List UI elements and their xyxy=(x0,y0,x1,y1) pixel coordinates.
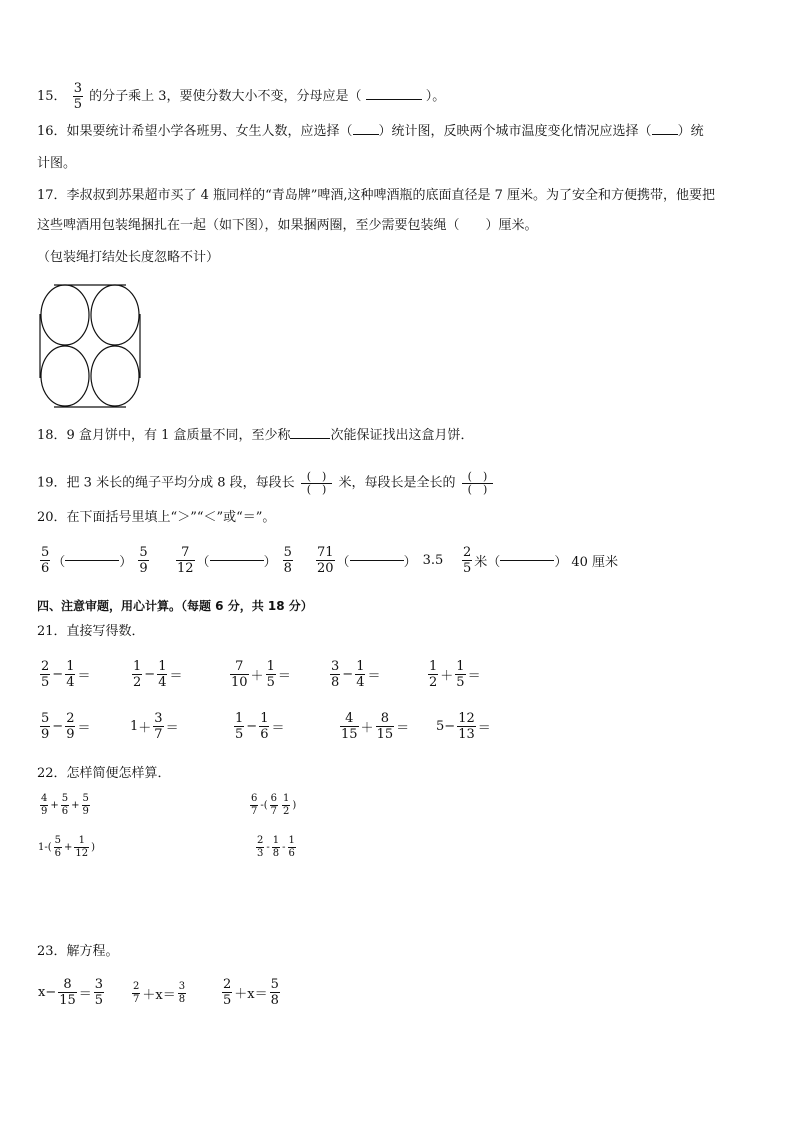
question-15: 15． $\frac{3}{5}$ 的分子乘上 3，要使分数大小不变，分母应是（ ）。 xyxy=(37,81,446,112)
calc-expression: $\frac{3}{8}$ − $\frac{1}{4}$ ＝ xyxy=(331,659,381,690)
question-17-line2: 这些啤酒用包装绳捆扎在一起（如下图），如果捆两圈，至少需要包装绳（ ）厘米。 xyxy=(37,218,538,233)
question-21-title: 21．直接写得数． xyxy=(37,624,145,639)
answer-blank[interactable] xyxy=(652,134,678,135)
question-16: 16．如果要统计希望小学各班男、女生人数，应选择（ ）统计图，反映两个城市温度变化情况应选择（ ）统 xyxy=(37,124,704,139)
calc-expression: 5 − $\frac{12}{13}$ ＝ xyxy=(436,711,491,742)
answer-blank[interactable] xyxy=(350,560,404,561)
section-4-heading: 四、注意审题，用心计算。（每题 6 分，共 18 分） xyxy=(37,599,313,613)
bottle-circle xyxy=(41,285,89,345)
equation: $\frac{2}{5}$ ＋x＝ $\frac{5}{8}$ xyxy=(223,977,279,1008)
simplify-expression: $\frac{4}{9}$ + $\frac{5}{6}$ + $\frac{5}{9}$ xyxy=(41,793,89,817)
question-16-cont: 计图。 xyxy=(37,156,77,171)
question-17-line1: 17．李叔叔到苏果超市买了 4 瓶同样的“青岛牌”啤酒,这种啤酒瓶的底面直径是 7 厘米。为了安全和方便携带，他要把 xyxy=(37,188,716,203)
simplify-expression: $\frac{6}{7}$ -( $\frac{6}{7}$ $\frac{1}{2}$ ) xyxy=(251,793,297,817)
calc-expression: $\frac{1}{5}$ − $\frac{1}{6}$ ＝ xyxy=(235,711,285,742)
answer-blank[interactable] xyxy=(210,560,264,561)
bottle-circle xyxy=(41,346,89,406)
equation: $\frac{2}{7}$ ＋x＝ $\frac{3}{8}$ xyxy=(133,981,186,1005)
question-20-title: 20．在下面括号里填上“＞”“＜”或“＝”。 xyxy=(37,510,276,525)
answer-blank[interactable] xyxy=(65,560,119,561)
answer-fraction-blank[interactable]: $\frac{( )}{( )}$ xyxy=(301,471,333,495)
question-18: 18．9 盒月饼中，有 1 盒质量不同，至少称 次能保证找出这盒月饼． xyxy=(37,428,474,443)
simplify-expression: $\frac{2}{3}$ - $\frac{1}{8}$ - $\frac{1}{6}$ xyxy=(257,835,295,859)
calc-expression: $\frac{7}{10}$ ＋ $\frac{1}{5}$ ＝ xyxy=(231,659,291,690)
q15-text: 的分子乘上 3，要使分数大小不变，分母应是（ xyxy=(89,89,362,104)
question-23-title: 23．解方程。 xyxy=(37,944,119,959)
answer-blank[interactable] xyxy=(290,438,330,439)
simplify-expression: 1-( $\frac{5}{6}$ + $\frac{1}{12}$ ) xyxy=(38,835,96,859)
calc-expression: 1 ＋ $\frac{3}{7}$ ＝ xyxy=(130,711,179,742)
calc-expression: $\frac{5}{9}$ − $\frac{2}{9}$ ＝ xyxy=(41,711,91,742)
compare-item: $\frac{5}{6}$ （ ） $\frac{5}{9}$ xyxy=(41,545,148,576)
answer-fraction-blank[interactable]: $\frac{( )}{( )}$ xyxy=(462,471,494,495)
bottle-circle xyxy=(91,285,139,345)
compare-item: $\frac{7}{12}$ （ ） $\frac{5}{8}$ xyxy=(177,545,292,576)
compare-item: $\frac{71}{20}$ （ ） 3.5 xyxy=(317,545,444,576)
q15-number: 15． xyxy=(37,89,67,104)
calc-expression: $\frac{2}{5}$ − $\frac{1}{4}$ ＝ xyxy=(41,659,91,690)
q15-fraction: $\frac{3}{5}$ xyxy=(73,81,82,112)
answer-blank[interactable] xyxy=(353,134,379,135)
equation: x− $\frac{8}{15}$ ＝ $\frac{3}{5}$ xyxy=(38,977,104,1008)
calc-expression: $\frac{1}{2}$ − $\frac{1}{4}$ ＝ xyxy=(133,659,183,690)
bottles-diagram xyxy=(38,284,142,408)
question-22-title: 22．怎样简便怎样算． xyxy=(37,766,171,781)
calc-expression: $\frac{4}{15}$ ＋ $\frac{8}{15}$ ＝ xyxy=(341,711,410,742)
answer-blank[interactable] xyxy=(366,99,422,100)
question-19: 19．把 3 米长的绳子平均分成 8 段，每段长 $\frac{( )}{( )}$ 米，每段长是全长的 $\frac{( )}{( )}$ xyxy=(37,471,495,495)
calc-expression: $\frac{1}{2}$ ＋ $\frac{1}{5}$ ＝ xyxy=(429,659,481,690)
bottle-circle xyxy=(91,346,139,406)
answer-blank[interactable] xyxy=(500,560,554,561)
compare-item: $\frac{2}{5}$ 米 （ ） 40 厘米 xyxy=(463,545,619,576)
question-17-note: （包装绳打结处长度忽略不计） xyxy=(37,250,220,265)
